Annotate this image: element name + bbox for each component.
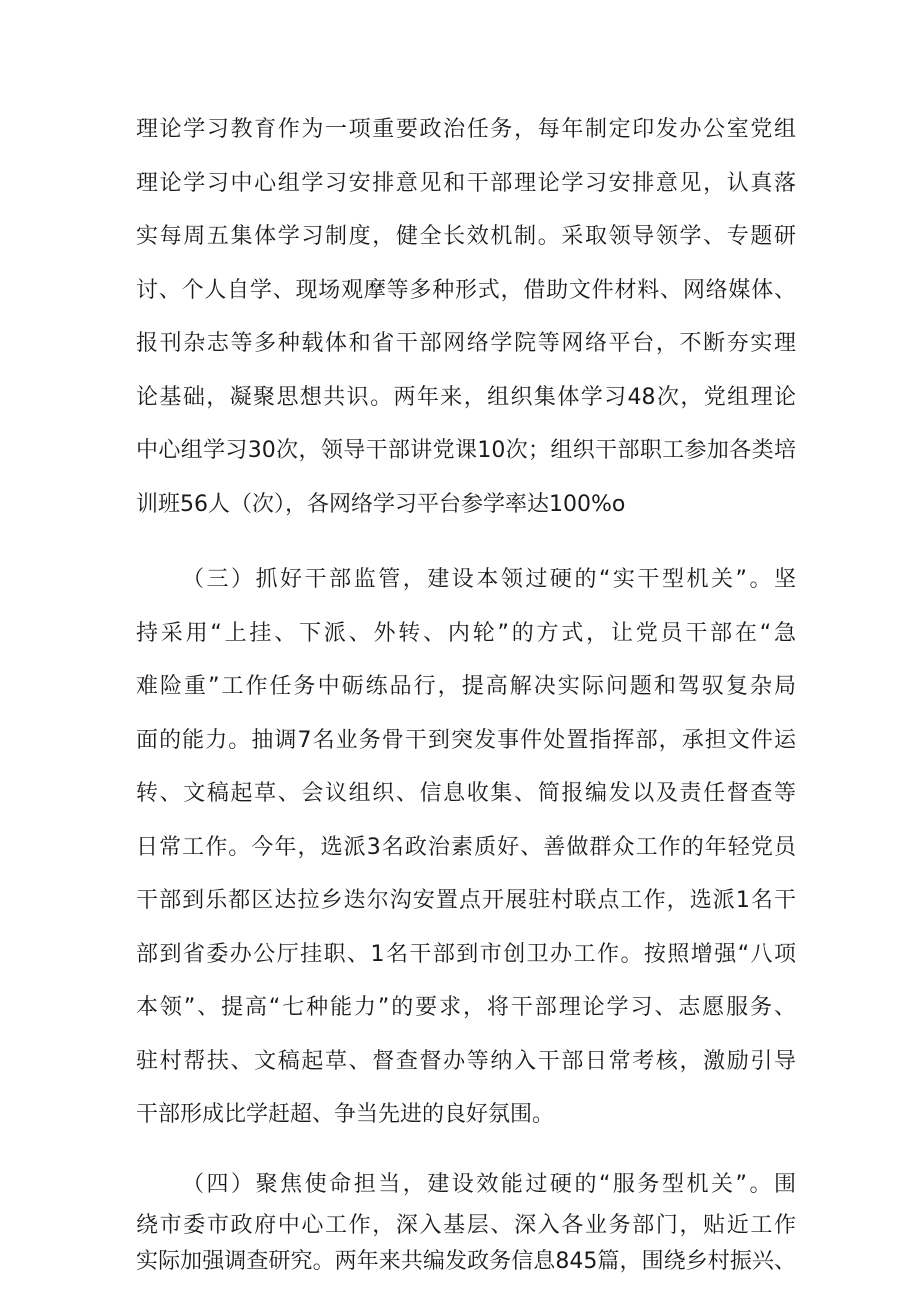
text-line: 转、文稿起草、会议组织、信息收集、简报编发以及责任督查等 [136, 781, 796, 806]
text-line: 部到省委办公厅挂职、1名干部到市创卫办工作。按照增强“八项 [136, 942, 796, 967]
text-line: 驻村帮扶、文稿起草、督查督办等纳入干部日常考核，激励引导 [136, 1049, 796, 1074]
text-line: 干部形成比学赶超、争当先进的良好氛围。 [136, 1102, 555, 1127]
text-line: 讨、个人自学、现场观摩等多种形式，借助文件材料、网络媒体、 [136, 278, 796, 303]
text-line: 实际加强调查研究。两年来共编发政务信息845篇，围绕乡村振兴、 [136, 1249, 796, 1274]
section-heading-line: （三）抓好干部监管，建设本领过硬的“实干型机关”。坚 [182, 567, 796, 592]
text-line: 报刊杂志等多种载体和省干部网络学院等网络平台，不断夯实理 [136, 331, 796, 356]
text-line: 持采用“上挂、下派、外转、内轮”的方式，让党员干部在“急 [136, 621, 796, 646]
text-line: 理论学习教育作为一项重要政治任务，每年制定印发办公室党组 [136, 117, 796, 142]
text-line: 日常工作。今年，选派3名政治素质好、善做群众工作的年轻党员 [136, 835, 796, 860]
text-line: 训班56人（次），各网络学习平台参学率达100%o [136, 492, 626, 517]
text-line: 绕市委市政府中心工作，深入基层、深入各业务部门，贴近工作 [136, 1213, 796, 1238]
text-line: 实每周五集体学习制度，健全长效机制。采取领导领学、专题研 [136, 224, 796, 249]
text-line: 理论学习中心组学习安排意见和干部理论学习安排意见，认真落 [136, 171, 796, 196]
text-line: 干部到乐都区达拉乡迭尔沟安置点开展驻村联点工作，选派1名干 [136, 888, 796, 913]
text-line: 论基础，凝聚思想共识。两年来，组织集体学习48次，党组理论 [136, 385, 796, 410]
text-line: 本领”、提高“七种能力”的要求，将干部理论学习、志愿服务、 [136, 995, 796, 1020]
text-line: 难险重”工作任务中砺练品行，提高解决实际问题和驾驭复杂局 [136, 674, 796, 699]
section-heading-line: （四）聚焦使命担当，建设效能过硬的“服务型机关”。围 [182, 1172, 796, 1197]
text-line: 面的能力。抽调7名业务骨干到突发事件处置指挥部，承担文件运 [136, 728, 796, 753]
text-line: 中心组学习30次，领导干部讲党课10次；组织干部职工参加各类培 [136, 438, 796, 463]
